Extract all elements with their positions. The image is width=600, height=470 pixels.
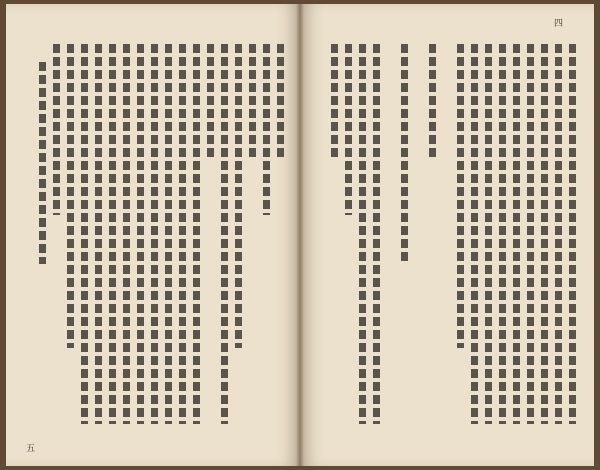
text-column xyxy=(357,44,368,424)
text-column xyxy=(427,44,438,424)
text-column xyxy=(455,44,466,424)
left-text-block xyxy=(20,44,290,424)
text-column xyxy=(177,44,188,424)
text-column xyxy=(79,44,90,424)
text-column xyxy=(233,44,244,424)
text-column xyxy=(93,44,104,424)
text-column xyxy=(163,44,174,424)
text-column xyxy=(483,44,494,424)
text-column xyxy=(107,44,118,424)
text-column xyxy=(191,44,202,424)
text-column xyxy=(149,44,160,424)
text-column xyxy=(121,44,132,424)
right-page xyxy=(300,4,594,466)
text-column xyxy=(469,44,480,424)
text-column xyxy=(525,44,536,424)
text-column xyxy=(135,44,146,424)
text-column xyxy=(329,44,340,424)
text-column xyxy=(65,44,76,424)
left-page xyxy=(6,4,300,466)
text-column xyxy=(343,44,354,424)
text-column xyxy=(261,44,272,424)
open-book xyxy=(6,4,594,466)
book-gutter xyxy=(296,4,304,466)
text-column xyxy=(51,44,62,424)
left-page-number: 五 xyxy=(26,444,36,454)
right-text-block xyxy=(312,44,582,424)
text-column xyxy=(205,44,216,424)
text-column xyxy=(539,44,550,424)
text-column xyxy=(371,44,382,424)
text-column xyxy=(553,44,564,424)
text-column xyxy=(497,44,508,424)
text-column xyxy=(399,44,410,424)
text-column xyxy=(219,44,230,424)
text-column xyxy=(567,44,578,424)
text-column xyxy=(275,44,286,424)
text-column xyxy=(247,44,258,424)
text-column xyxy=(37,44,48,424)
right-page-number: 四 xyxy=(554,19,564,29)
text-column xyxy=(511,44,522,424)
